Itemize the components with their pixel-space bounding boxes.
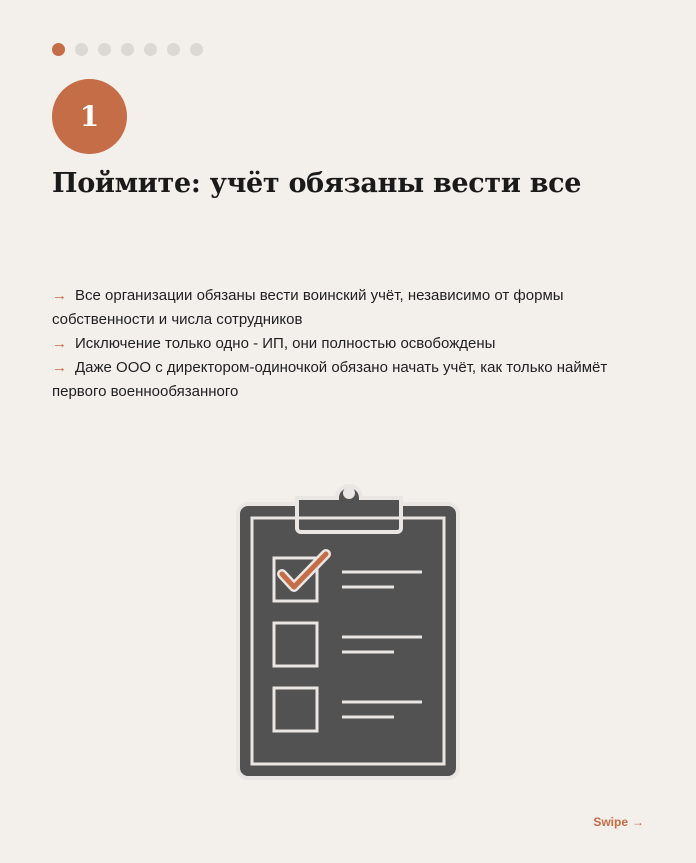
arrow-right-icon: →	[52, 359, 67, 376]
bullet-item	[52, 284, 652, 332]
swipe-label: Swipe	[593, 815, 628, 829]
arrow-right-icon: →	[52, 335, 67, 352]
step-number: 1	[79, 100, 100, 133]
pagination-dot[interactable]	[75, 43, 88, 56]
bullet-list	[52, 284, 652, 404]
clipboard-checklist-icon	[236, 474, 460, 780]
page-title: Поймите: учёт обязаны вести все	[52, 168, 582, 199]
swipe-button[interactable]	[593, 815, 644, 829]
bullet-text: Исключение только одно - ИП, они полностью освобождены	[75, 335, 496, 352]
arrow-right-icon: →	[632, 815, 644, 829]
bullet-text: Даже ООО с директором-одиночкой обязано начать учёт, как только наймёт первого военнообязанного	[52, 359, 608, 400]
pagination-dot[interactable]	[121, 43, 134, 56]
pagination-dot[interactable]	[98, 43, 111, 56]
pagination-dots	[52, 43, 203, 56]
pagination-dot[interactable]	[167, 43, 180, 56]
bullet-text: Все организации обязаны вести воинский учёт, независимо от формы собственности и числа сотрудников	[52, 287, 564, 328]
bullet-item	[52, 332, 652, 356]
step-number-badge	[52, 79, 127, 154]
pagination-dot[interactable]	[190, 43, 203, 56]
bullet-item	[52, 356, 652, 404]
pagination-dot-active[interactable]	[52, 43, 65, 56]
pagination-dot[interactable]	[144, 43, 157, 56]
arrow-right-icon: →	[52, 287, 67, 304]
